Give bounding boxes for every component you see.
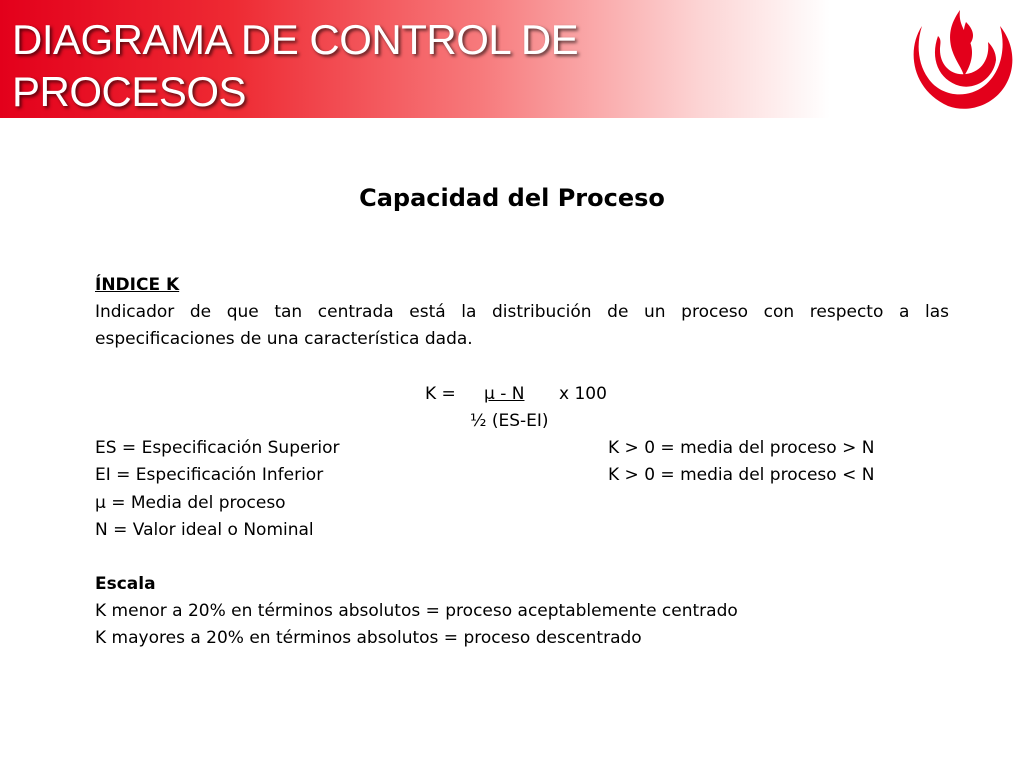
definition-term: N = Valor ideal o Nominal [95, 519, 314, 540]
formula-line [95, 381, 949, 408]
scale-heading: Escala [95, 574, 156, 595]
definition-term: ES = Especificación Superior [95, 438, 340, 459]
definition-row [95, 462, 949, 489]
formula-numerator: µ - N [484, 383, 525, 404]
slide-title-line-1: DIAGRAMA DE CONTROL DE [12, 16, 579, 63]
spacer [95, 544, 949, 571]
slide-title [12, 14, 578, 118]
index-description: Indicador de que tan centrada está la distribución de un proceso con respecto a las especificaciones de una característica dada. [95, 302, 949, 350]
definition-note: K > 0 = media del proceso < N [608, 465, 875, 486]
index-heading: ÍNDICE K [95, 275, 180, 295]
definition-term: EI = Especificación Inferior [95, 465, 324, 486]
formula-denominator-line [95, 408, 949, 435]
definition-note: K > 0 = media del proceso > N [608, 438, 875, 459]
formula-denominator: ½ (ES-EI) [470, 410, 549, 431]
upc-flame-logo-icon [904, 6, 1016, 114]
spacer [95, 354, 949, 381]
definition-row [95, 490, 949, 517]
scale-line: K mayores a 20% en términos absolutos = proceso descentrado [95, 628, 642, 649]
formula-multiplier: x 100 [559, 383, 607, 404]
definition-row [95, 517, 949, 544]
section-title: Capacidad del Proceso [359, 184, 665, 212]
formula-lhs: K = [425, 383, 456, 404]
content-body [95, 272, 949, 653]
definition-row [95, 435, 949, 462]
slide-title-line-2: PROCESOS [12, 68, 247, 115]
scale-line: K menor a 20% en términos absolutos = proceso aceptablemente centrado [95, 601, 738, 622]
definition-term: µ = Media del proceso [95, 492, 286, 513]
title-banner [0, 0, 830, 118]
